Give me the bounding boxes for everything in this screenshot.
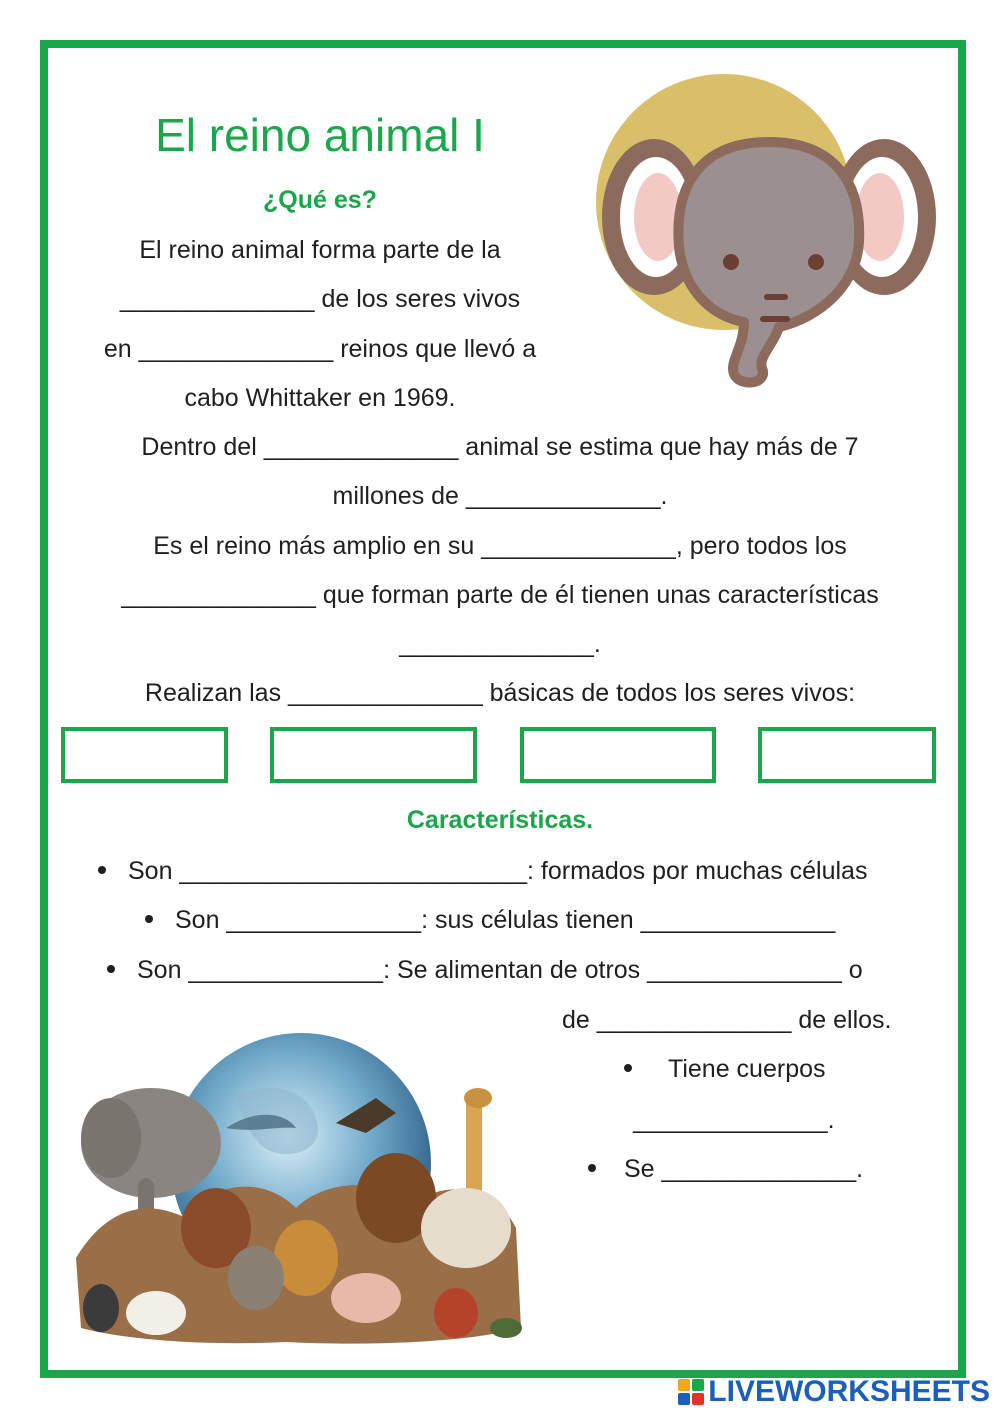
nose-line-1 xyxy=(764,294,788,300)
bullet-item-2: Son ______________: sus células tienen ______________ xyxy=(145,906,835,935)
lion xyxy=(274,1220,338,1296)
section-heading-characteristics: Características. xyxy=(406,806,594,834)
rabbit xyxy=(83,1284,119,1332)
nose-line-2 xyxy=(760,316,790,322)
right-eye xyxy=(808,254,824,270)
bullet-item-1: Son _________________________: formados por muchas células xyxy=(98,857,867,886)
bullet-dot xyxy=(624,1064,632,1072)
bullet-item-3: Son ______________: Se alimentan de otros ______________ o xyxy=(107,956,863,985)
giraffe-head xyxy=(464,1088,492,1108)
answer-box-4[interactable] xyxy=(758,727,936,783)
text-line-7: Es el reino más amplio en su ______________, pero todos los xyxy=(153,532,847,560)
answer-box-1[interactable] xyxy=(61,727,228,783)
animals-globe-illustration xyxy=(66,1028,526,1350)
text-line-3: en ______________ reinos que llevó a xyxy=(103,335,537,363)
answer-box-3[interactable] xyxy=(520,727,716,783)
bullet-dot xyxy=(588,1164,596,1172)
elephant-head xyxy=(678,142,859,383)
elephant-illustration xyxy=(594,72,944,392)
bullet-item-3-continuation: de ______________ de ellos. xyxy=(562,1006,892,1034)
rooster xyxy=(434,1288,478,1338)
section-heading-what-is: ¿Qué es? xyxy=(263,186,377,214)
bullet-dot xyxy=(98,866,106,874)
bullet-dot xyxy=(107,965,115,973)
left-eye xyxy=(723,254,739,270)
text-line-10: Realizan las ______________ básicas de todos los seres vivos: xyxy=(144,679,856,707)
bullet-dot xyxy=(145,915,153,923)
answer-box-2[interactable] xyxy=(270,727,477,783)
text-line-2: ______________ de los seres vivos xyxy=(119,285,521,313)
sheep xyxy=(126,1291,186,1335)
pig xyxy=(331,1273,401,1323)
text-line-8: ______________ que forman parte de él tienen unas características xyxy=(121,581,879,609)
liveworksheets-logo[interactable] xyxy=(678,1375,990,1409)
wolf xyxy=(228,1246,284,1310)
text-line-9: ______________. xyxy=(399,630,601,658)
logo-blocks-icon xyxy=(678,1379,704,1405)
text-line-5: Dentro del ______________ animal se estima que hay más de 7 xyxy=(141,433,859,461)
cow xyxy=(421,1188,511,1268)
bullet-item-5: Se ______________. xyxy=(588,1155,863,1184)
page-title: El reino animal I xyxy=(155,109,485,161)
bullet-item-4-continuation: ______________. xyxy=(633,1106,835,1134)
text-line-4: cabo Whittaker en 1969. xyxy=(184,384,456,412)
text-line-1: El reino animal forma parte de la xyxy=(139,236,501,264)
bullet-item-4: Tiene cuerpos xyxy=(624,1055,826,1084)
turtle xyxy=(490,1318,522,1338)
brand-name: LIVEWORKSHEETS xyxy=(708,1375,990,1408)
giraffe-neck xyxy=(466,1098,482,1198)
text-line-6: millones de ______________. xyxy=(332,482,668,510)
elephant-animal-ear xyxy=(81,1098,141,1178)
